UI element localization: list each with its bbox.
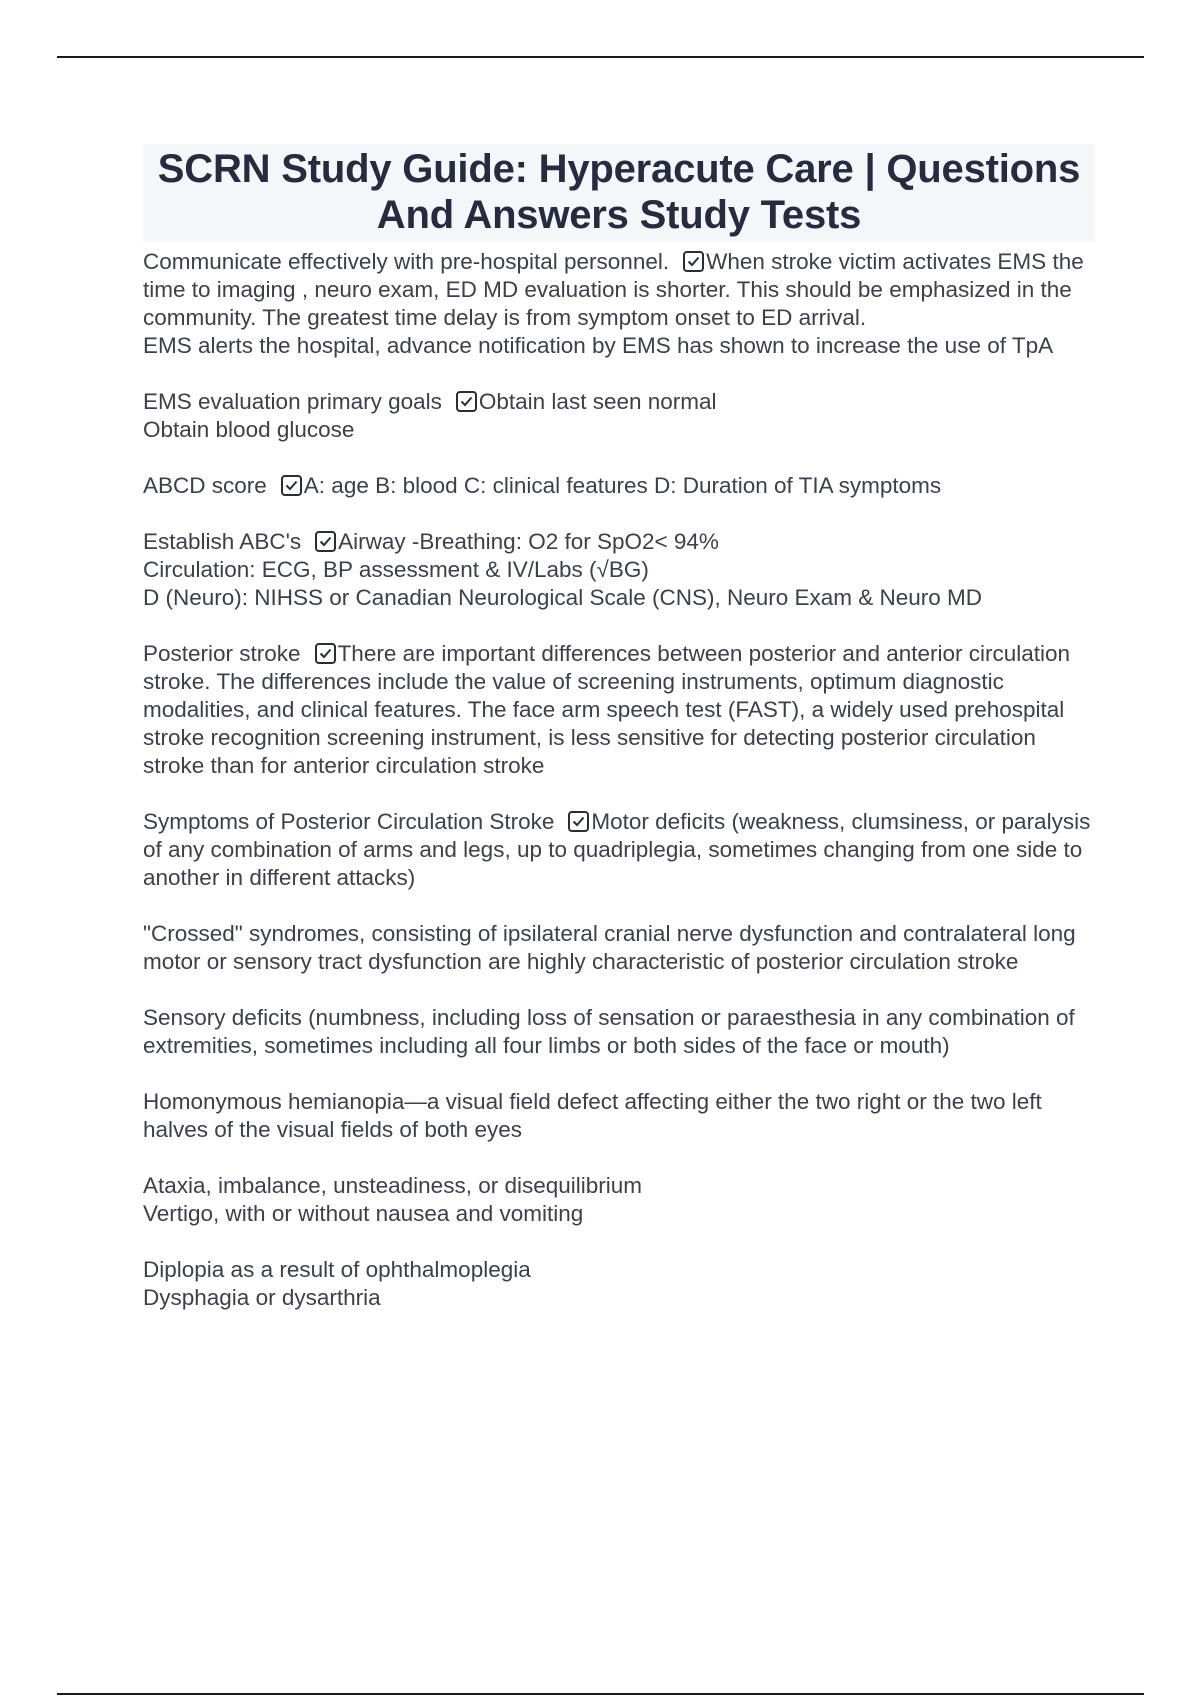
paragraph: [143, 1004, 1095, 1060]
question-text: Posterior stroke: [143, 641, 301, 666]
qa-item: [143, 808, 1095, 892]
answer-text: There are important differences between posterior and anterior circulation stroke. The differences include the value of screening instruments, optimum diagnostic modalities, and clinical features. The face arm speech test (FAST), a widely used prehospital stroke recognition screening instrument, is less sensitive for detecting posterior circulation stroke than for anterior circulation stroke: [143, 641, 1071, 778]
answer-extra-line: D (Neuro): NIHSS or Canadian Neurological Scale (CNS), Neuro Exam & Neuro MD: [143, 585, 983, 610]
checked-box-icon: [281, 475, 302, 496]
paragraph: [143, 1088, 1095, 1144]
document-body: [143, 144, 1095, 1312]
paragraph-line: Ataxia, imbalance, unsteadiness, or disequilibrium: [143, 1173, 643, 1198]
paragraph: [143, 1256, 1095, 1312]
checked-box-icon: [683, 251, 704, 272]
paragraph: [143, 1172, 1095, 1228]
answer-text: When stroke victim activates EMS the time to imaging , neuro exam, ED MD evaluation is shorter. This should be emphasized in the community. The greatest time delay is from symptom onset to ED arrival.: [143, 249, 1084, 330]
checked-box-icon: [568, 811, 589, 832]
page-title: SCRN Study Guide: Hyperacute Care | Questions And Answers Study Tests: [143, 144, 1095, 242]
answer-text: Motor deficits (weakness, clumsiness, or paralysis of any combination of arms and legs, up to quadriplegia, sometimes changing from one side to another in different attacks): [143, 809, 1091, 890]
answer-text: Obtain last seen normal: [478, 389, 717, 414]
question-text: EMS evaluation primary goals: [143, 389, 442, 414]
answer-text: A: age B: blood C: clinical features D: Duration of TIA symptoms: [303, 473, 942, 498]
bottom-rule: [57, 1693, 1144, 1695]
paragraph-line: Diplopia as a result of ophthalmoplegia: [143, 1257, 531, 1282]
question-text: Communicate effectively with pre-hospital personnel.: [143, 249, 670, 274]
question-text: Symptoms of Posterior Circulation Stroke: [143, 809, 555, 834]
answer-extra-line: Circulation: ECG, BP assessment & IV/Labs (√BG): [143, 557, 649, 582]
qa-item: [143, 640, 1095, 780]
checked-box-icon: [315, 643, 336, 664]
qa-item: [143, 528, 1095, 612]
qa-item: [143, 388, 1095, 444]
qa-item: [143, 472, 1095, 500]
paragraph: [143, 920, 1095, 976]
paragraph-line: Dysphagia or dysarthria: [143, 1285, 381, 1310]
qa-item: [143, 248, 1095, 360]
question-text: ABCD score: [143, 473, 267, 498]
answer-text: Airway -Breathing: O2 for SpO2< 94%: [338, 529, 719, 554]
top-rule: [57, 56, 1144, 58]
checked-box-icon: [315, 531, 336, 552]
question-text: Establish ABC's: [143, 529, 302, 554]
checked-box-icon: [456, 391, 477, 412]
paragraph-line: Vertigo, with or without nausea and vomiting: [143, 1201, 584, 1226]
answer-extra-line: Obtain blood glucose: [143, 417, 355, 442]
paragraph-line: Sensory deficits (numbness, including loss of sensation or paraesthesia in any combination of extremities, sometimes including all four limbs or both sides of the face or mouth): [143, 1005, 1075, 1058]
paragraph-line: Homonymous hemianopia—a visual field defect affecting either the two right or the two left halves of the visual fields of both eyes: [143, 1089, 1042, 1142]
answer-extra-line: EMS alerts the hospital, advance notification by EMS has shown to increase the use of TpA: [143, 333, 1054, 358]
qa-list: [143, 248, 1095, 1312]
paragraph-line: "Crossed" syndromes, consisting of ipsilateral cranial nerve dysfunction and contralateral long motor or sensory tract dysfunction are highly characteristic of posterior circulation stroke: [143, 921, 1076, 974]
